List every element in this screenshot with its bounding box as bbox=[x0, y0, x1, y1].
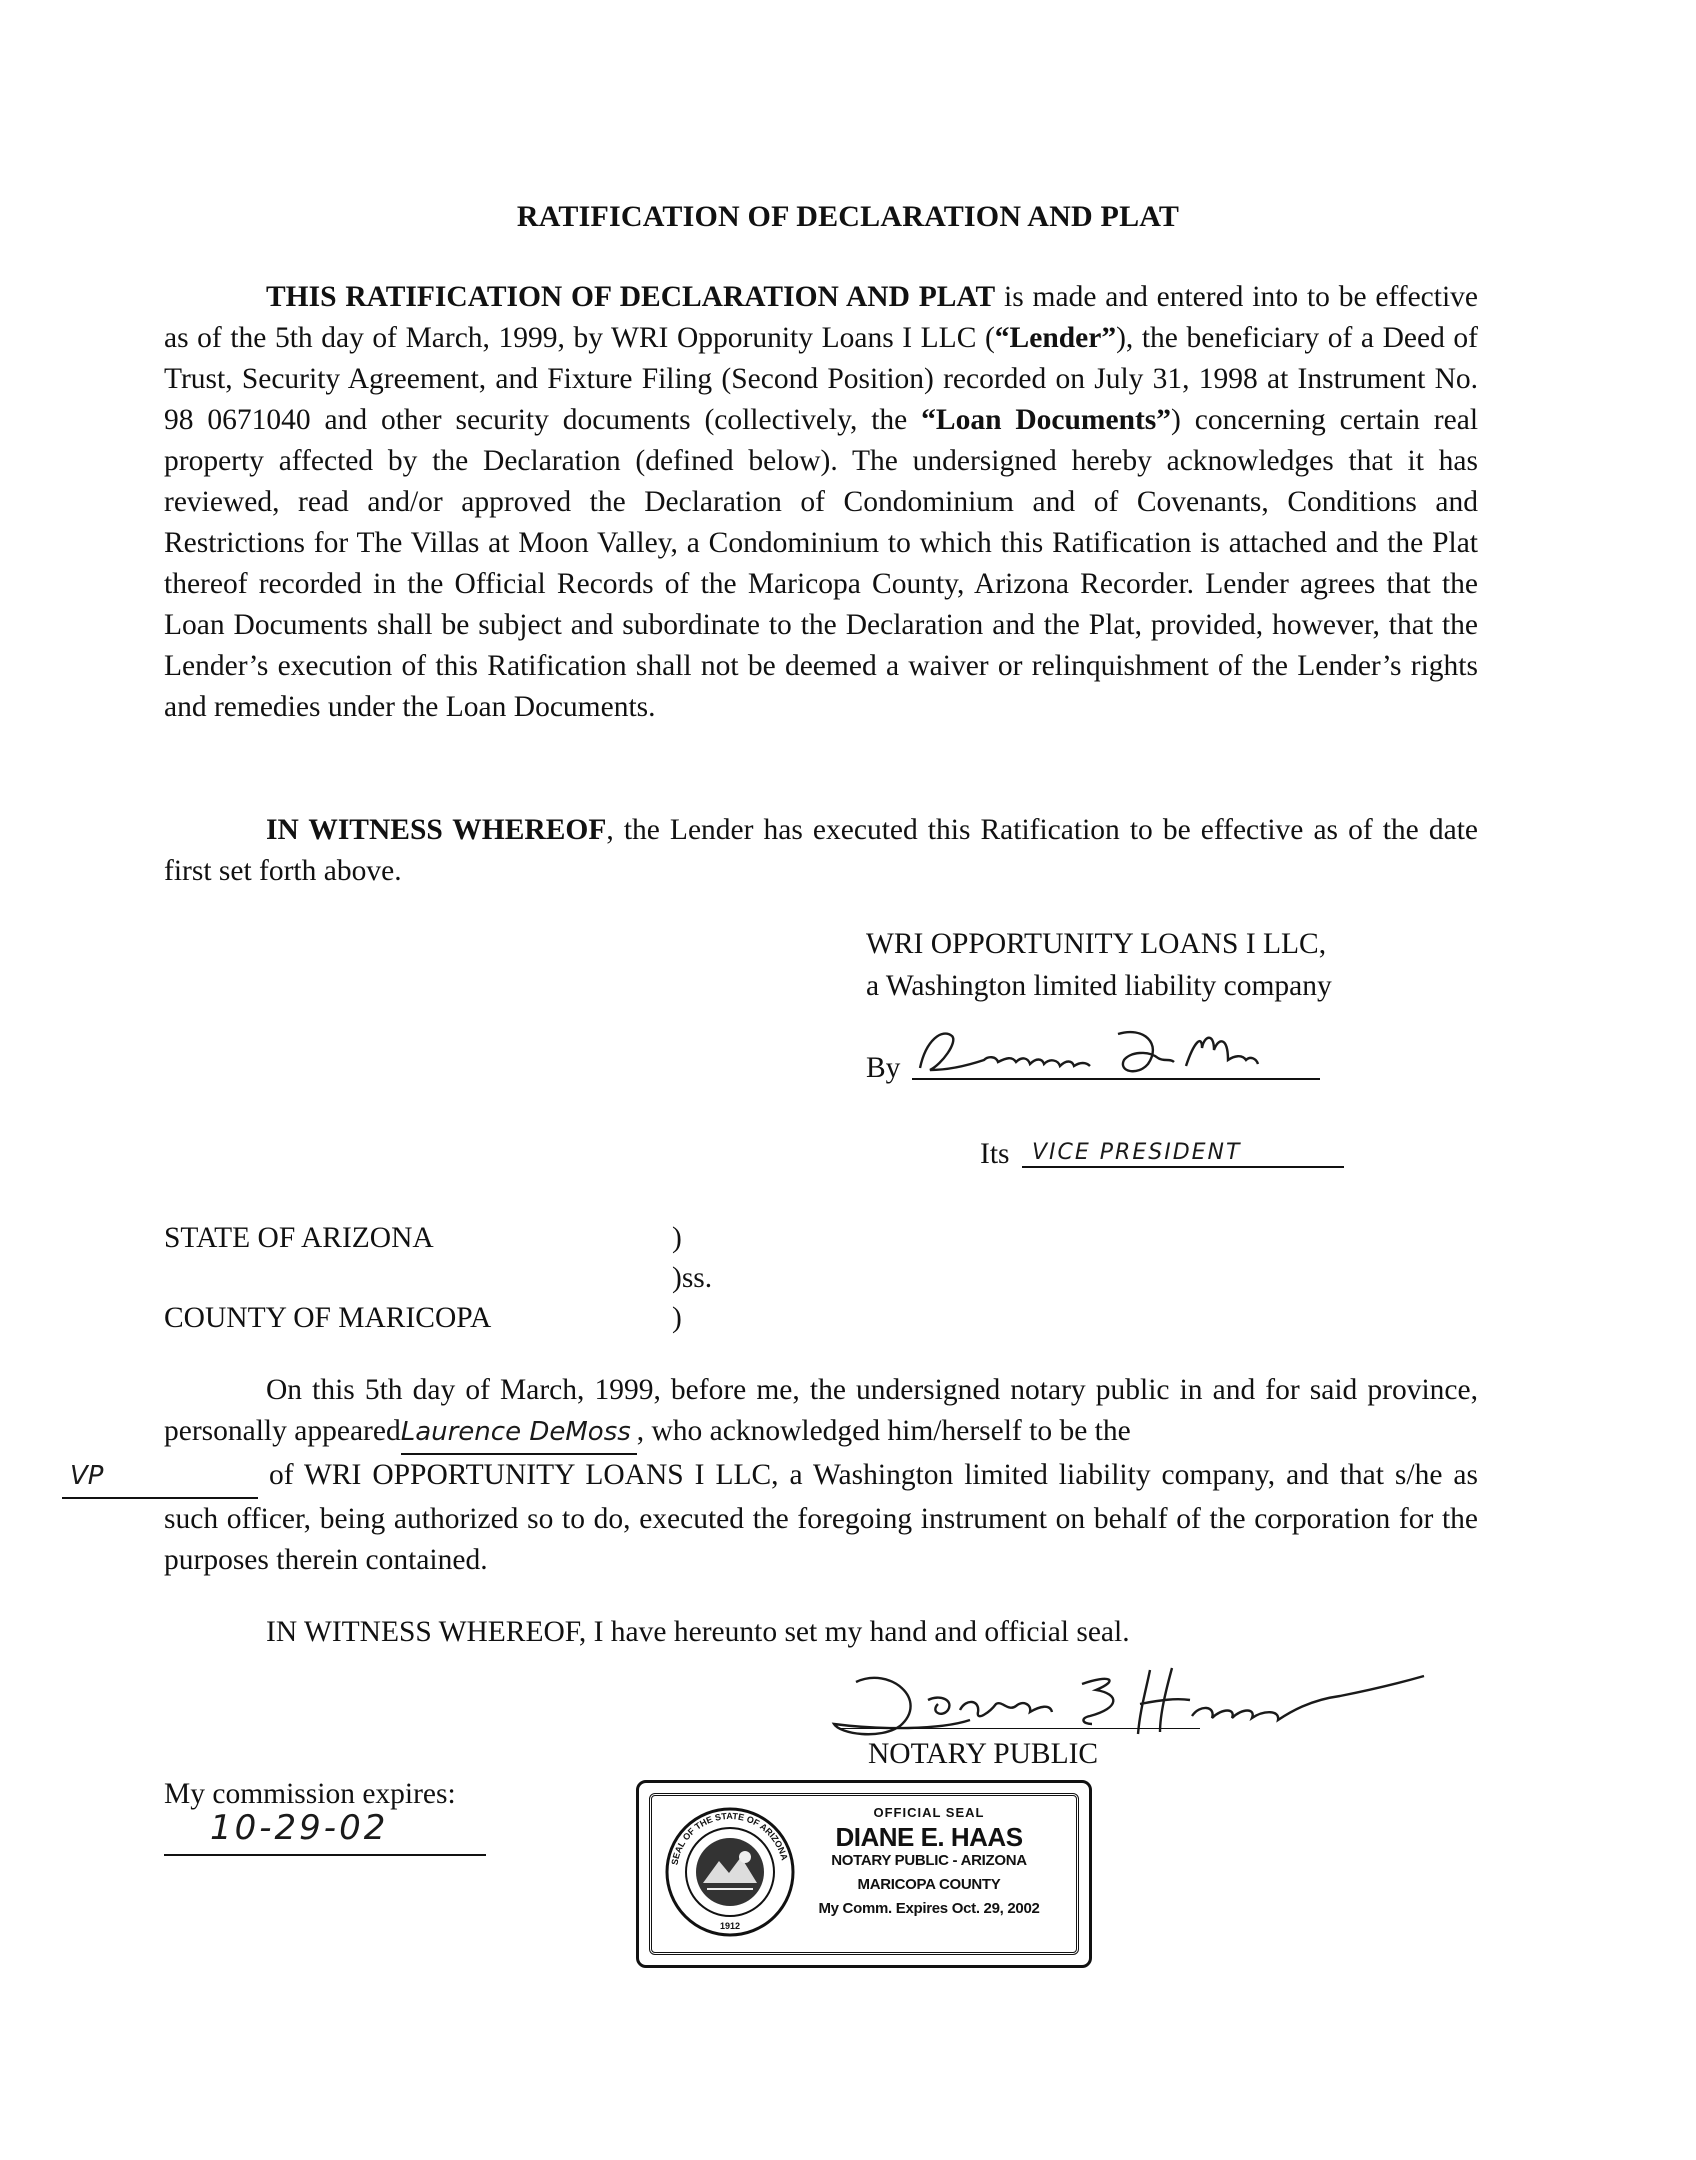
ratification-text-b: ), the beneficiary of a Deed of Trust, Security Agreement, and Fixture Filing (Second Position) recorded on July 31, 1998 at Instrument No. 98 0671040 and other security documents (collectively, the bbox=[164, 322, 1478, 436]
seal-emblem-text: SEAL OF THE STATE OF ARIZONA bbox=[669, 1810, 790, 1866]
document-title: RATIFICATION OF DECLARATION AND PLAT bbox=[516, 200, 1180, 233]
lender-signature bbox=[912, 1020, 1312, 1090]
ratification-paragraph bbox=[164, 277, 1478, 728]
notary-witness-text: IN WITNESS WHEREOF, I have hereunto set my hand and official seal. bbox=[266, 1616, 1130, 1648]
appeared-name-field bbox=[401, 1411, 637, 1455]
acknowledgment-text-a: On this 5th day of March, 1999, before me, the undersigned notary public in and for said province, personally appeared bbox=[164, 1374, 1478, 1447]
witness-text: , the Lender has executed this Ratification to be effective as of the date first set forth above. bbox=[164, 814, 1478, 887]
commission-line bbox=[164, 1854, 486, 1856]
officer-title-field bbox=[62, 1455, 258, 1499]
seal-official-label: OFFICIAL SEAL bbox=[873, 1805, 985, 1820]
venue-paren-2: ) bbox=[672, 1302, 682, 1334]
seal-line-1: NOTARY PUBLIC - ARIZONA bbox=[831, 1852, 1027, 1869]
seal-line-2: MARICOPA COUNTY bbox=[857, 1876, 1001, 1893]
seal-notary-name: DIANE E. HAAS bbox=[835, 1822, 1023, 1852]
lender-term: “Lender” bbox=[994, 322, 1117, 354]
by-label: By bbox=[866, 1052, 901, 1084]
officer-title-handwritten: VP bbox=[70, 1461, 104, 1491]
notary-seal bbox=[636, 1780, 1092, 1968]
venue-paren-1: ) bbox=[672, 1222, 682, 1254]
company-name: WRI OPPORTUNITY LOANS I LLC, bbox=[866, 928, 1327, 960]
loan-documents-term: “Loan Documents” bbox=[921, 404, 1172, 436]
seal-text-block bbox=[794, 1801, 1064, 1921]
state-line: STATE OF ARIZONA bbox=[164, 1222, 434, 1254]
acknowledgment-text-c: of WRI OPPORTUNITY LOANS I LLC, a Washington limited liability company, and that s/he as such officer, being authorized so to do, executed the foregoing instrument on behalf of the corporation for the purposes therein contained. bbox=[164, 1459, 1478, 1576]
company-description: a Washington limited liability company bbox=[866, 970, 1332, 1002]
appeared-name-handwritten: Laurence DeMoss bbox=[400, 1417, 631, 1447]
witness-paragraph bbox=[164, 810, 1478, 892]
commission-label: My commission expires: bbox=[164, 1778, 456, 1810]
its-line bbox=[1022, 1166, 1344, 1168]
notary-public-label: NOTARY PUBLIC bbox=[868, 1738, 1099, 1770]
its-label: Its bbox=[980, 1138, 1010, 1170]
witness-lead: IN WITNESS WHEREOF bbox=[266, 814, 607, 846]
commission-date-handwritten: 10-29-02 bbox=[210, 1808, 389, 1848]
ratification-lead: THIS RATIFICATION OF DECLARATION AND PLAT bbox=[266, 281, 996, 313]
acknowledgment-paragraph bbox=[70, 1370, 1478, 1581]
notary-signature-line bbox=[840, 1728, 1200, 1729]
seal-line-3: My Comm. Expires Oct. 29, 2002 bbox=[818, 1900, 1040, 1917]
state-seal-emblem bbox=[663, 1805, 797, 1939]
ratification-text-c: ) concerning certain real property affected by the Declaration (defined below). The undersigned hereby acknowledges that it has reviewed, read and/or approved the Declaration of Condominium and of Covenants, Conditions and Restrictions for The Villas at Moon Valley, a Condominium to which this Ratification is attached and the Plat thereof recorded in the Official Records of the Maricopa County, Arizona Recorder. Lender agrees that the Loan Documents shall be subject and subordinate to the Declaration and the Plat, provided, however, that the Lender’s execution of this Ratification shall not be deemed a waiver or relinquishment of the Lender’s rights and remedies under the Loan Documents. bbox=[164, 404, 1479, 723]
its-handwritten-title: VICE PRESIDENT bbox=[1032, 1140, 1242, 1165]
notary-signature bbox=[820, 1660, 1440, 1750]
ratification-text-a: is made and entered into to be effective as of the 5th day of March, 1999, by WRI Opporunity Loans I LLC ( bbox=[164, 281, 1479, 354]
venue-ss: )ss. bbox=[672, 1262, 713, 1294]
notary-witness-paragraph bbox=[164, 1612, 1478, 1653]
acknowledgment-text-b: , who acknowledged him/herself to be the bbox=[636, 1415, 1131, 1447]
county-line: COUNTY OF MARICOPA bbox=[164, 1302, 492, 1334]
seal-emblem-year: 1912 bbox=[719, 1921, 741, 1931]
